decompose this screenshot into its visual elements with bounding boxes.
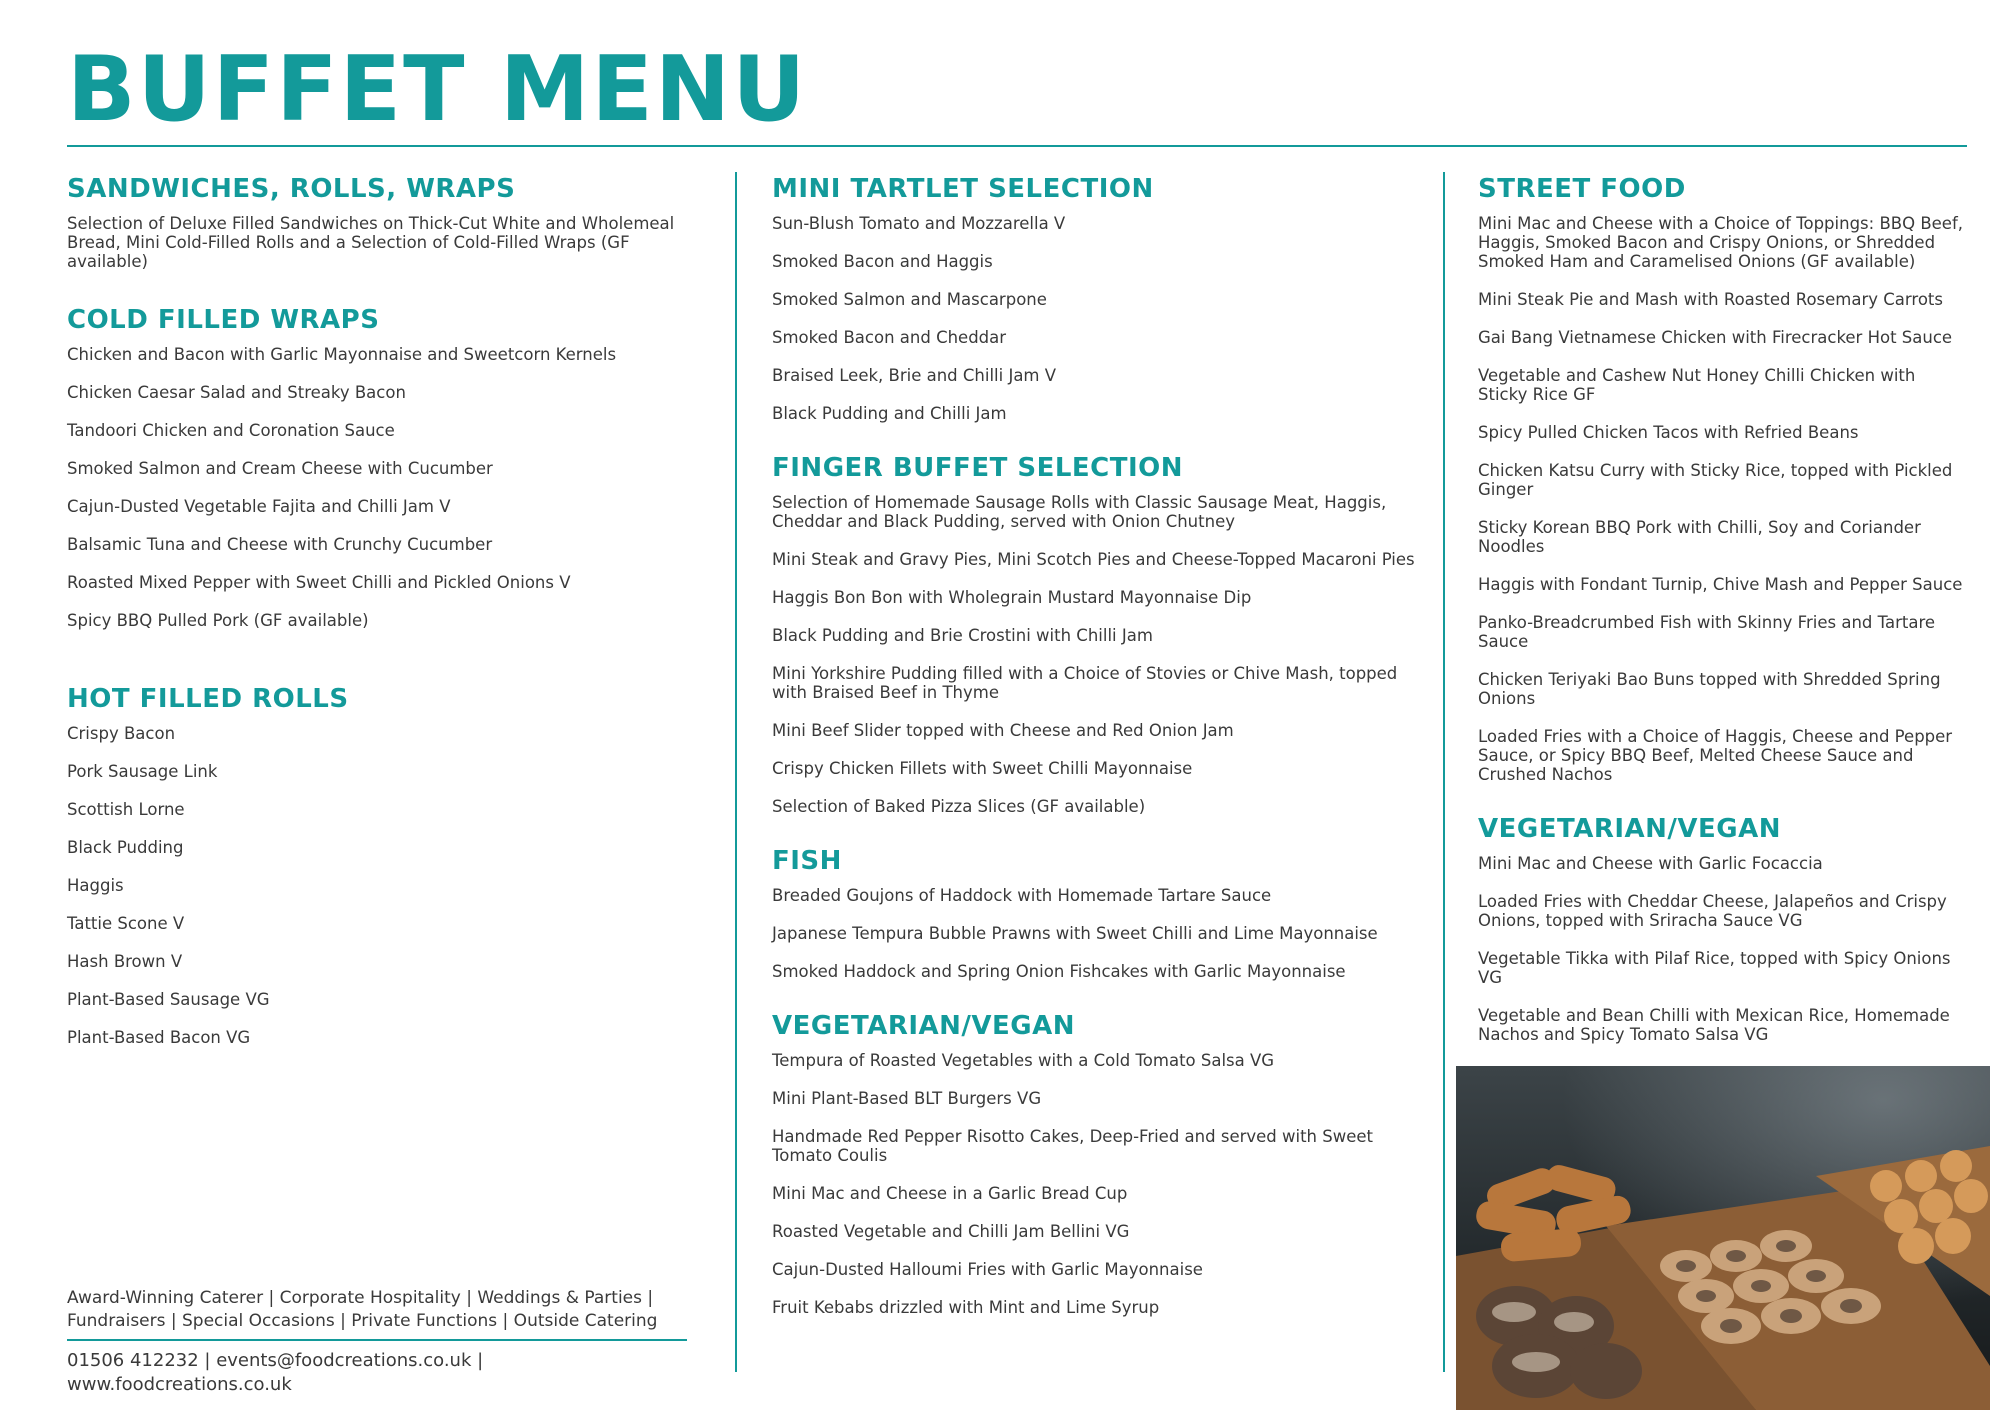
footer bbox=[67, 1287, 687, 1397]
menu-list bbox=[1478, 214, 1968, 784]
section-sandwiches bbox=[67, 172, 697, 271]
menu-list bbox=[772, 214, 1422, 423]
menu-item: Crispy Bacon bbox=[67, 724, 176, 743]
menu-item: Braised Leek, Brie and Chilli Jam V bbox=[772, 366, 1057, 385]
menu-item: Sticky Korean BBQ Pork with Chilli, Soy and Coriander Noodles bbox=[1478, 518, 1921, 556]
menu-item: Sun-Blush Tomato and Mozzarella V bbox=[772, 214, 1066, 233]
menu-item: Chicken Teriyaki Bao Buns topped with Shredded Spring Onions bbox=[1478, 670, 1941, 708]
menu-list bbox=[772, 886, 1422, 981]
menu-item: Smoked Bacon and Haggis bbox=[772, 252, 993, 271]
menu-item: Hash Brown V bbox=[67, 952, 183, 971]
menu-item: Loaded Fries with a Choice of Haggis, Cheese and Pepper Sauce, or Spicy BBQ Beef, Melted Cheese Sauce and Crushed Nachos bbox=[1478, 727, 1953, 784]
menu-list bbox=[1478, 854, 1968, 1044]
menu-item: Spicy Pulled Chicken Tacos with Refried Beans bbox=[1478, 423, 1859, 442]
menu-item: Mini Mac and Cheese in a Garlic Bread Cup bbox=[772, 1184, 1128, 1203]
section-heading: STREET FOOD bbox=[1478, 174, 1686, 204]
menu-item: Vegetable and Bean Chilli with Mexican Rice, Homemade Nachos and Spicy Tomato Salsa VG bbox=[1478, 1006, 1950, 1044]
section-intro: Selection of Deluxe Filled Sandwiches on Thick-Cut White and Wholemeal Bread, Mini Cold-Filled Rolls and a Selection of Cold-Filled Wraps (GF available) bbox=[67, 214, 675, 271]
column-divider-1 bbox=[735, 172, 737, 1372]
menu-item: Tattie Scone V bbox=[67, 914, 185, 933]
menu-item: Black Pudding bbox=[67, 838, 184, 857]
menu-item: Black Pudding and Chilli Jam bbox=[772, 404, 1007, 423]
section-cold-wraps bbox=[67, 303, 697, 630]
menu-item: Mini Steak and Gravy Pies, Mini Scotch Pies and Cheese-Topped Macaroni Pies bbox=[772, 550, 1415, 569]
menu-item: Black Pudding and Brie Crostini with Chilli Jam bbox=[772, 626, 1153, 645]
section-heading: COLD FILLED WRAPS bbox=[67, 305, 380, 335]
menu-item: Plant-Based Bacon VG bbox=[67, 1028, 251, 1047]
section-hot-rolls bbox=[67, 682, 697, 1047]
column-1 bbox=[67, 172, 697, 1272]
menu-item: Mini Plant-Based BLT Burgers VG bbox=[772, 1089, 1042, 1108]
menu-item: Vegetable and Cashew Nut Honey Chilli Chicken with Sticky Rice GF bbox=[1478, 366, 1916, 404]
menu-item: Chicken Caesar Salad and Streaky Bacon bbox=[67, 383, 406, 402]
menu-item: Crispy Chicken Fillets with Sweet Chilli Mayonnaise bbox=[772, 759, 1193, 778]
section-heading: MINI TARTLET SELECTION bbox=[772, 174, 1154, 204]
section-vegetarian-vegan bbox=[772, 1009, 1422, 1317]
menu-item: Japanese Tempura Bubble Prawns with Sweet Chilli and Lime Mayonnaise bbox=[772, 924, 1378, 943]
title-divider bbox=[67, 145, 1967, 147]
menu-item: Mini Steak Pie and Mash with Roasted Rosemary Carrots bbox=[1478, 290, 1943, 309]
column-2 bbox=[772, 172, 1422, 1345]
menu-item: Mini Yorkshire Pudding filled with a Choice of Stovies or Chive Mash, topped with Braised Beef in Thyme bbox=[772, 664, 1398, 702]
section-heading: FISH bbox=[772, 846, 842, 876]
menu-item: Roasted Vegetable and Chilli Jam Bellini VG bbox=[772, 1222, 1130, 1241]
menu-item: Handmade Red Pepper Risotto Cakes, Deep-Fried and served with Sweet Tomato Coulis bbox=[772, 1127, 1374, 1165]
menu-item: Cajun-Dusted Halloumi Fries with Garlic Mayonnaise bbox=[772, 1260, 1203, 1279]
menu-item: Chicken and Bacon with Garlic Mayonnaise and Sweetcorn Kernels bbox=[67, 345, 617, 364]
section-fish bbox=[772, 844, 1422, 981]
menu-item: Balsamic Tuna and Cheese with Crunchy Cucumber bbox=[67, 535, 493, 554]
menu-item: Chicken Katsu Curry with Sticky Rice, topped with Pickled Ginger bbox=[1478, 461, 1953, 499]
section-heading: VEGETARIAN/VEGAN bbox=[1478, 814, 1782, 844]
menu-item: Smoked Salmon and Cream Cheese with Cucumber bbox=[67, 459, 493, 478]
menu-item: Breaded Goujons of Haddock with Homemade Tartare Sauce bbox=[772, 886, 1272, 905]
menu-list bbox=[772, 493, 1422, 816]
menu-item: Smoked Haddock and Spring Onion Fishcakes with Garlic Mayonnaise bbox=[772, 962, 1346, 981]
tagline-line-1: Award-Winning Caterer | Corporate Hospitality | Weddings & Parties | bbox=[67, 1288, 654, 1308]
menu-item: Mini Mac and Cheese with Garlic Focaccia bbox=[1478, 854, 1823, 873]
menu-item: Spicy BBQ Pulled Pork (GF available) bbox=[67, 611, 369, 630]
menu-item: Smoked Bacon and Cheddar bbox=[772, 328, 1007, 347]
column-3 bbox=[1478, 172, 1968, 1094]
menu-item: Roasted Mixed Pepper with Sweet Chilli and Pickled Onions V bbox=[67, 573, 571, 592]
menu-item: Vegetable Tikka with Pilaf Rice, topped with Spicy Onions VG bbox=[1478, 949, 1951, 987]
buffet-food-photo bbox=[1456, 1066, 1990, 1410]
section-heading: VEGETARIAN/VEGAN bbox=[772, 1011, 1076, 1041]
section-tartlets bbox=[772, 172, 1422, 423]
menu-item: Haggis with Fondant Turnip, Chive Mash and Pepper Sauce bbox=[1478, 575, 1963, 594]
menu-list bbox=[67, 345, 697, 630]
menu-item: Haggis bbox=[67, 876, 124, 895]
menu-list bbox=[772, 1051, 1422, 1317]
menu-item: Selection of Homemade Sausage Rolls with Classic Sausage Meat, Haggis, Cheddar and Black Pudding, served with Onion Chutney bbox=[772, 493, 1387, 531]
menu-item: Loaded Fries with Cheddar Cheese, Jalapeños and Crispy Onions, topped with Sriracha Sauce VG bbox=[1478, 892, 1947, 930]
footer-divider bbox=[67, 1339, 687, 1341]
menu-item: Selection of Baked Pizza Slices (GF available) bbox=[772, 797, 1146, 816]
section-heading: HOT FILLED ROLLS bbox=[67, 684, 349, 714]
menu-item: Plant-Based Sausage VG bbox=[67, 990, 270, 1009]
menu-list bbox=[67, 724, 697, 1047]
menu-item: Fruit Kebabs drizzled with Mint and Lime Syrup bbox=[772, 1298, 1160, 1317]
contact-info: 01506 412232 | events@foodcreations.co.uk | www.foodcreations.co.uk bbox=[67, 1350, 484, 1395]
menu-item: Panko-Breadcrumbed Fish with Skinny Fries and Tartare Sauce bbox=[1478, 613, 1936, 651]
section-heading: SANDWICHES, ROLLS, WRAPS bbox=[67, 174, 516, 204]
section-vegetarian-vegan bbox=[1478, 812, 1968, 1044]
section-street-food bbox=[1478, 172, 1968, 784]
menu-item: Smoked Salmon and Mascarpone bbox=[772, 290, 1047, 309]
menu-item: Mini Beef Slider topped with Cheese and Red Onion Jam bbox=[772, 721, 1234, 740]
menu-item: Tempura of Roasted Vegetables with a Cold Tomato Salsa VG bbox=[772, 1051, 1275, 1070]
column-divider-2 bbox=[1443, 172, 1445, 1372]
section-finger-buffet bbox=[772, 451, 1422, 816]
menu-item: Mini Mac and Cheese with a Choice of Toppings: BBQ Beef, Haggis, Smoked Bacon and Crispy Onions, or Shredded Smoked Ham and Caramelised Onions (GF available) bbox=[1478, 214, 1963, 271]
menu-item: Scottish Lorne bbox=[67, 800, 185, 819]
menu-item: Tandoori Chicken and Coronation Sauce bbox=[67, 421, 395, 440]
menu-item: Cajun-Dusted Vegetable Fajita and Chilli Jam V bbox=[67, 497, 451, 516]
tagline-line-2: Fundraisers | Special Occasions | Private Functions | Outside Catering bbox=[67, 1311, 658, 1331]
page-title: BUFFET MENU bbox=[67, 37, 808, 142]
section-heading: FINGER BUFFET SELECTION bbox=[772, 453, 1184, 483]
menu-item: Gai Bang Vietnamese Chicken with Firecracker Hot Sauce bbox=[1478, 328, 1953, 347]
menu-item: Pork Sausage Link bbox=[67, 762, 218, 781]
menu-item: Haggis Bon Bon with Wholegrain Mustard Mayonnaise Dip bbox=[772, 588, 1252, 607]
